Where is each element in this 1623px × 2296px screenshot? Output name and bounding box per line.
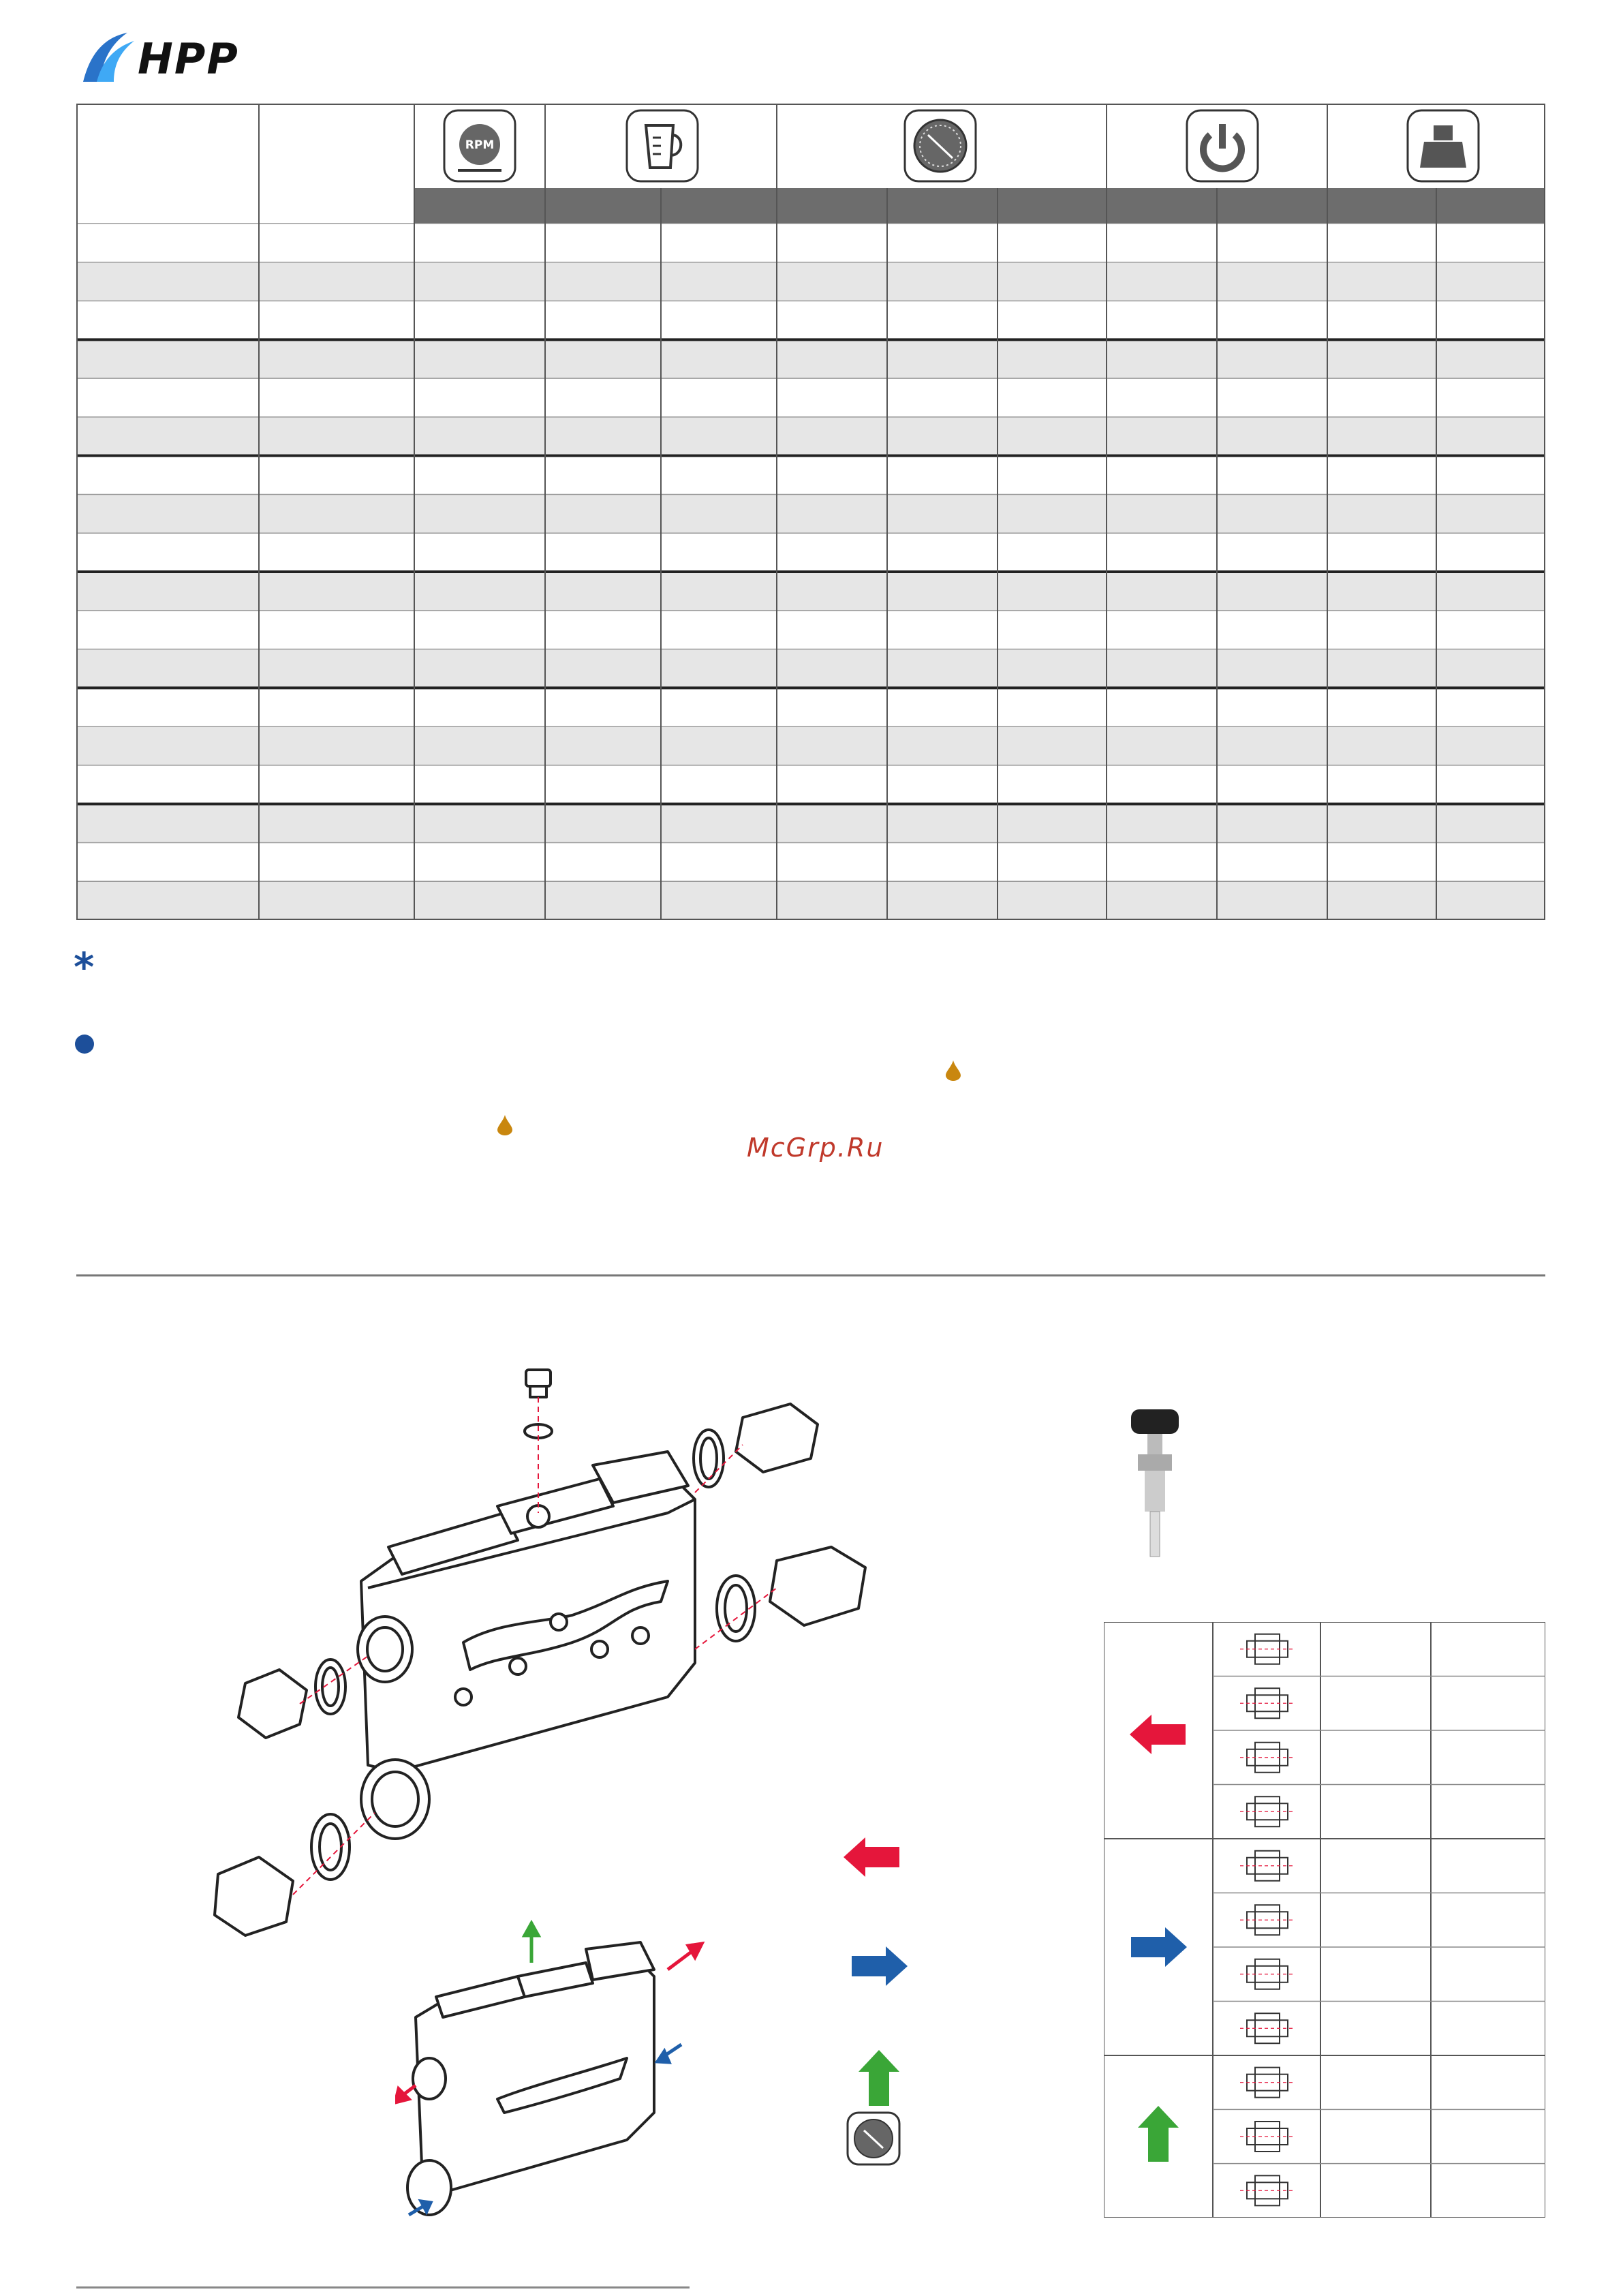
- blue-right-arrow: [852, 1946, 908, 1986]
- hpp-logo: [76, 27, 253, 89]
- footnote-asterisk: *: [74, 944, 95, 990]
- flow-direction-drawing: [395, 1908, 715, 2222]
- svg-text:RPM: RPM: [465, 138, 495, 152]
- table-row: [76, 649, 1545, 688]
- table-row: [76, 765, 1545, 804]
- table-row: [76, 611, 1545, 649]
- pressure-gauge-icon: [905, 110, 976, 181]
- table-row: [76, 533, 1545, 572]
- footnote-bullet-icon: [75, 1035, 94, 1054]
- jug-flow-icon: [627, 110, 698, 181]
- section-divider: [76, 1274, 1545, 1276]
- table-row: [76, 301, 1545, 340]
- rpm-icon: [444, 110, 515, 181]
- table-row: [76, 339, 1545, 378]
- table-row: [76, 842, 1545, 881]
- table-row: [76, 378, 1545, 417]
- pressure-gauge-icon: [848, 2113, 899, 2164]
- spec-table-grid: [76, 104, 1545, 920]
- table-row: [76, 224, 1545, 262]
- weight-icon: [1408, 110, 1479, 181]
- logo-text: HPP: [138, 34, 239, 84]
- valve-photo: [1117, 1404, 1192, 1567]
- table-row: [76, 881, 1545, 920]
- spec-table: [76, 104, 1545, 920]
- exploded-pump-drawing: [191, 1356, 906, 1942]
- watermark: McGrp.Ru: [747, 1133, 884, 1163]
- fitting-table: [1104, 1622, 1545, 2218]
- table-row: [76, 494, 1545, 533]
- green-up-arrow: [859, 2050, 899, 2106]
- oil-drop-icon: [497, 1115, 512, 1135]
- table-row: [76, 726, 1545, 765]
- table-row: [76, 456, 1545, 495]
- footer-line: [76, 2286, 690, 2289]
- logo-swoosh-icon: [76, 27, 138, 89]
- power-icon: [1187, 110, 1258, 181]
- oil-drop-icon: [946, 1060, 961, 1081]
- table-row: [76, 417, 1545, 456]
- table-row: [76, 572, 1545, 611]
- flow-legend: [838, 1833, 927, 2208]
- red-left-arrow: [844, 1837, 899, 1877]
- table-row: [76, 262, 1545, 301]
- table-row: [76, 688, 1545, 726]
- table-row: [76, 804, 1545, 843]
